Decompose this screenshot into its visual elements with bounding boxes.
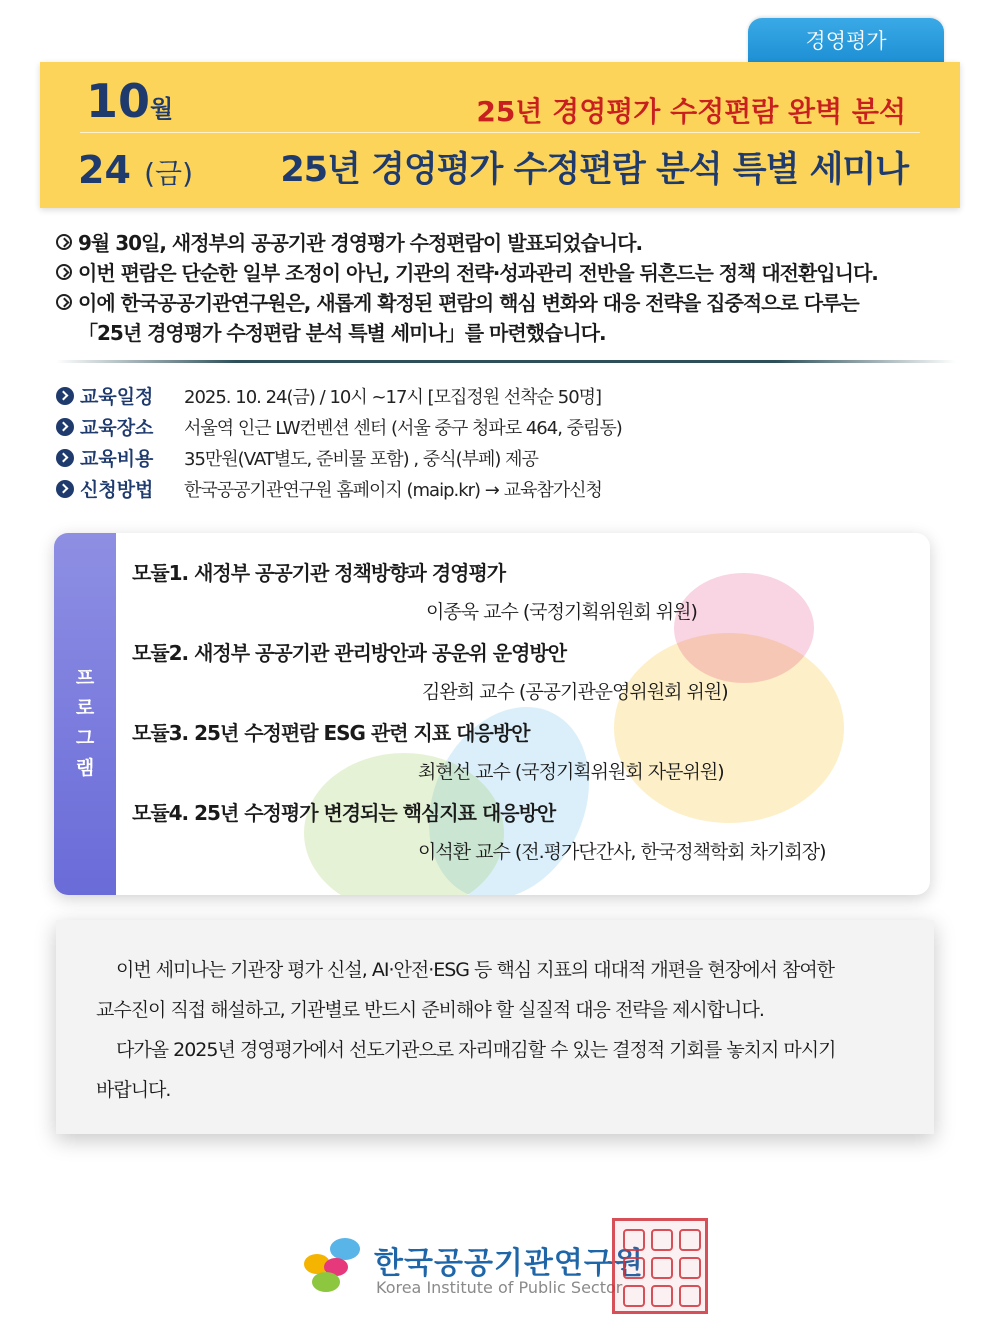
day-of-week: (금) (144, 157, 194, 190)
module-title: 모듈2. 새정부 공공기관 관리방안과 공운위 운영방안 (132, 641, 567, 665)
intro-text: 이에 한국공공기관연구원은, 새롭게 확정된 편람의 핵심 변화와 대응 전략을 집중적으로 다루는 (78, 291, 859, 315)
module-title: 모듈4. 25년 수정평가 변경되는 핵심지표 대응방안 (132, 801, 556, 825)
seal-stamp-icon (612, 1218, 708, 1314)
intro-line (56, 288, 956, 318)
intro-line (56, 228, 956, 258)
banner-divider (80, 132, 920, 133)
module-speaker: 최현선 교수 (국정기획위원회 자문위원) (418, 761, 724, 783)
seminar-info (56, 380, 956, 504)
section-divider (56, 360, 956, 363)
chevron-circle-icon (56, 294, 72, 310)
org-name-english: Korea Institute of Public Sector (376, 1278, 623, 1297)
intro-text: 이번 편람은 단순한 일부 조정이 아닌, 기관의 전략·성과관리 전반을 뒤흔드는 정책 대전환입니다. (78, 261, 878, 285)
info-value: 서울역 인근 LW컨벤션 센터 (서울 중구 청파로 464, 중림동) (184, 417, 622, 439)
info-value: 2025. 10. 24(금) / 10시 ~17시 [모집정원 선착순 50명] (184, 386, 602, 408)
module-speaker: 김완희 교수 (공공기관운영위원회 위원) (422, 681, 728, 703)
category-tab[interactable]: 경영평가 (748, 18, 944, 64)
intro-text: 9월 30일, 새정부의 공공기관 경영평가 수정편람이 발표되었습니다. (78, 231, 643, 255)
intro-section (56, 228, 956, 348)
org-name-korean: 한국공공기관연구원 (374, 1246, 644, 1281)
chevron-circle-icon (56, 387, 74, 405)
program-side-bar (54, 533, 116, 895)
notice-line: 바랍니다. (96, 1079, 171, 1101)
info-row-apply (56, 473, 956, 504)
module-speaker: 이석환 교수 (전.평가단간사, 한국정책학회 차기회장) (418, 841, 826, 863)
side-char: 로 (75, 697, 95, 719)
chevron-circle-icon (56, 264, 72, 280)
info-value: 한국공공기관연구원 홈페이지 (maip.kr) → 교육참가신청 (184, 479, 602, 501)
module-speaker: 이종욱 교수 (국정기획위원회 위원) (426, 601, 697, 623)
side-char: 그 (75, 727, 95, 749)
month-unit: 월 (150, 95, 174, 123)
seminar-title: 25년 경영평가 수정편람 분석 특별 세미나 (280, 150, 908, 190)
module-title: 모듈1. 새정부 공공기관 정책방향과 경영평가 (132, 561, 506, 585)
info-row-cost (56, 442, 956, 473)
module-title: 모듈3. 25년 수정편람 ESG 관련 지표 대응방안 (132, 721, 530, 745)
program-box (54, 533, 930, 895)
intro-line (56, 258, 956, 288)
info-label: 신청방법 (80, 479, 154, 501)
event-day (78, 148, 193, 192)
program-side-label (54, 663, 116, 783)
intro-continuation: 「25년 경영평가 수정편람 분석 특별 세미나」를 마련했습니다. (78, 321, 606, 345)
chevron-circle-icon (56, 234, 72, 250)
notice-box (56, 920, 934, 1134)
chevron-circle-icon (56, 449, 74, 467)
side-char: 프 (75, 667, 95, 689)
day-number: 24 (78, 148, 131, 192)
month-number: 10 (86, 74, 151, 128)
chevron-circle-icon (56, 418, 74, 436)
info-value: 35만원(VAT별도, 준비물 포함) , 중식(부페) 제공 (184, 448, 538, 470)
notice-line: 교수진이 직접 해설하고, 기관별로 반드시 준비해야 할 실질적 대응 전략을 제시합니다. (96, 999, 764, 1021)
notice-line: 이번 세미나는 기관장 평가 신설, AI·안전·ESG 등 핵심 지표의 대대적 개편을 현장에서 참여한 (116, 959, 835, 981)
chevron-circle-icon (56, 480, 74, 498)
header-banner (40, 62, 960, 208)
side-char: 램 (75, 757, 95, 779)
info-label: 교육비용 (80, 448, 154, 470)
seminar-subtitle: 25년 경영평가 수정편람 완벽 분석 (476, 95, 906, 128)
event-month (86, 74, 173, 128)
info-label: 교육일정 (80, 386, 154, 408)
info-row-schedule (56, 380, 956, 411)
org-logo-icon (300, 1236, 366, 1296)
info-row-venue (56, 411, 956, 442)
decorative-blob (674, 573, 814, 683)
info-label: 교육장소 (80, 417, 154, 439)
notice-line: 다가올 2025년 경영평가에서 선도기관으로 자리매김할 수 있는 결정적 기회를 놓치지 마시기 (116, 1039, 836, 1061)
